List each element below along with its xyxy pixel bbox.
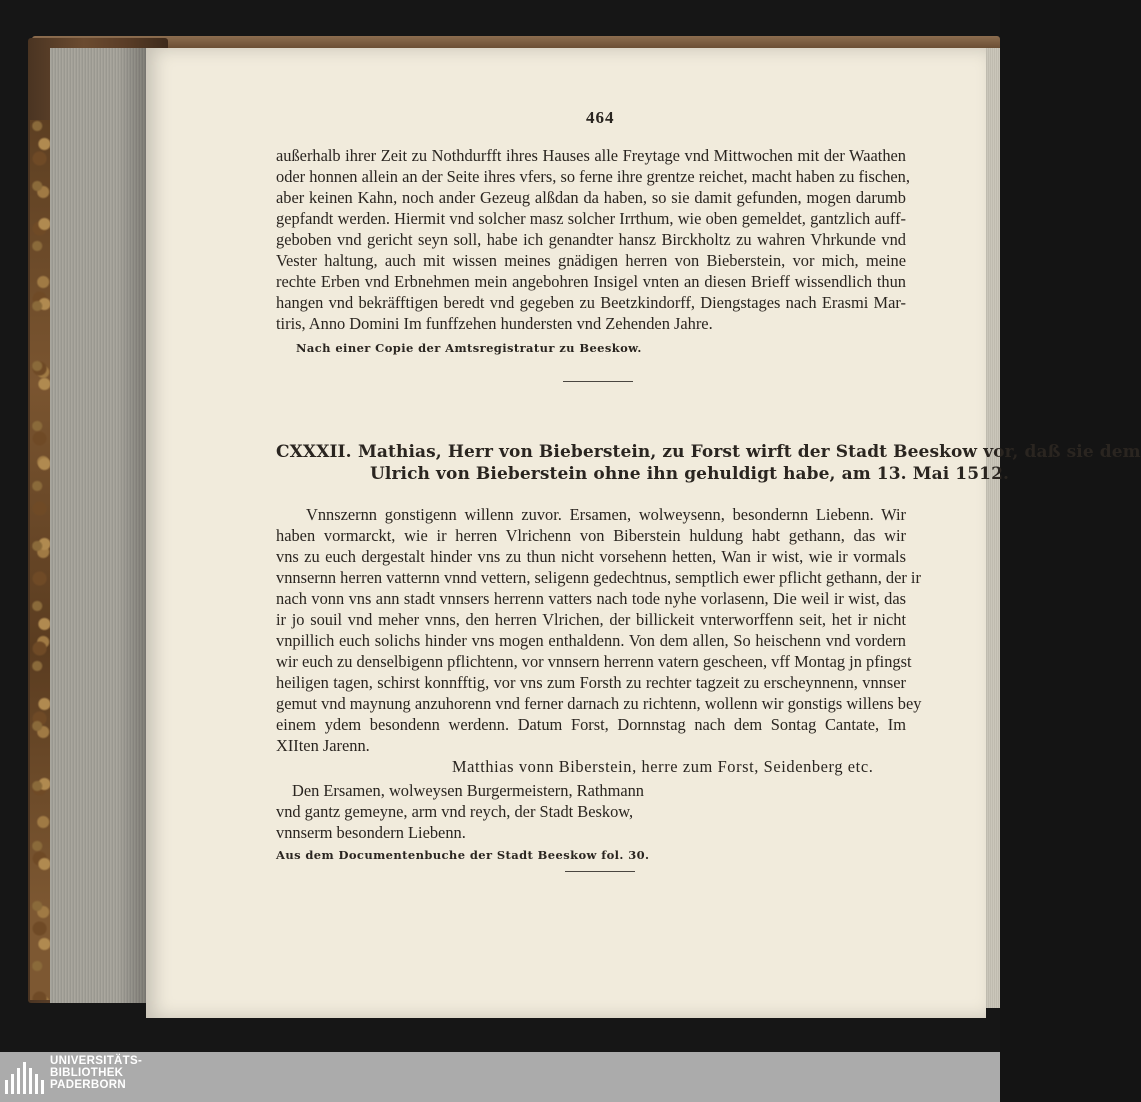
text-line: gepfandt werden. Hiermit vnd solcher masz solcher Irrthum, wie oben gemeldet, gantzlich auff-	[276, 209, 906, 228]
text-line: gemut vnd maynung anzuhorenn vnd ferner darnach zu richtenn, wollenn wir gonstigs willens bey	[276, 694, 922, 713]
separator-rule	[565, 871, 635, 872]
text-line: oder honnen allein an der Seite ihres vfers, so ferne ihre grentze reichet, macht haben zu fischen,	[276, 167, 910, 186]
text-line: XIIten Jarenn.	[276, 736, 370, 755]
right-page-edge	[985, 48, 1000, 1008]
text-line: rechte Erben vnd Erbnehmen mein angebohren Insigel vnten an diesen Brieff wissendlich thun	[276, 272, 906, 291]
source-note: Aus dem Documentenbuche der Stadt Beeskow fol. 30.	[276, 848, 650, 862]
text-line: haben vormarckt, wie ir herren Vlrichenn von Biberstein huldung habt gethann, das wir	[276, 526, 906, 545]
document-heading-line: Mathias, Herr von Bieberstein, zu Forst wirft der Stadt Beeskow vor, daß sie dem	[358, 442, 1141, 462]
library-name-line: PADERBORN	[50, 1079, 126, 1091]
page-gutter-shadow	[118, 48, 148, 1003]
text-line: einem ydem besondenn werdenn. Datum Forst, Dornnstag nach dem Sontag Cantate, Im	[276, 715, 906, 734]
text-line: heiligen tagen, schirst konnfftig, vor vns zum Forsth zu rechter tagzeit zu erscheynnenn, vnnser	[276, 673, 906, 692]
text-line: tiris, Anno Domini Im funffzehen hundersten vnd Zehenden Jahre.	[276, 314, 713, 333]
document-number: CXXXII.	[276, 442, 352, 462]
text-line: vns zu euch dergestalt hinder vns zu thun nicht vorsehenn hetten, Wan ir wist, wie ir vormals	[276, 547, 906, 566]
text-line: aber keinen Kahn, noch ander Gezeug alßdan da haben, so sie damit gefunden, mogen darumb	[276, 188, 906, 207]
text-line: wir euch zu denselbigenn pflichtenn, vor vnnsern herrenn vatern gescheen, vff Montag jn pfingst	[276, 652, 912, 671]
signature: Matthias vonn Biberstein, herre zum Forst, Seidenberg etc.	[452, 757, 874, 776]
address-line: vnnserm besondern Liebenn.	[276, 823, 466, 842]
library-logo-icon	[5, 1060, 45, 1094]
library-name-line: UNIVERSITÄTS-	[50, 1055, 143, 1067]
text-line: Vester haltung, auch mit wissen meines gnädigen herren von Bieberstein, vor mich, meine	[276, 251, 906, 270]
source-note: Nach einer Copie der Amtsregistratur zu Beeskow.	[296, 341, 642, 355]
text-line: hangen vnd bekräfftigen beredt vnd gegeben zu Beetzkindorff, Diengstages nach Erasmi Mar-	[276, 293, 906, 312]
book-cover-top	[32, 36, 1000, 48]
separator-rule	[563, 381, 633, 382]
address-line: Den Ersamen, wolweysen Burgermeistern, Rathmann	[292, 781, 645, 800]
text-line: nach vonn vns ann stadt vnnsers herrenn vatters nach tode nyhe vorlasenn, Die weil ir wist, das	[276, 589, 906, 608]
address-line: vnd gantz gemeyne, arm vnd reych, der Stadt Beskow,	[276, 802, 634, 821]
text-line: vnnsernn herren vatternn vnnd vettern, seligenn gedechtnus, semptlich ewer pflicht gethann, der ir	[276, 568, 921, 587]
document-heading-line: Ulrich von Bieberstein ohne ihn gehuldigt habe, am 13. Mai 1512.	[370, 464, 1010, 484]
page-number: 464	[586, 108, 615, 127]
text-line: ir jo souil vnd meher vnns, den herren Vlrichen, der billickeit vnterworffenn seit, het ir nicht	[276, 610, 906, 629]
text-line: außerhalb ihrer Zeit zu Nothdurfft ihres Hauses alle Freytage vnd Mittwochen mit der Waathen	[276, 146, 906, 165]
text-line: Vnnszernn gonstigenn willenn zuvor. Ersamen, wolweysenn, besondernn Liebenn. Wir	[306, 505, 906, 524]
library-name-line: BIBLIOTHEK	[50, 1067, 124, 1079]
text-line: geboben vnd gericht seyn soll, habe ich genandter hansz Birckholtz zu wahren Vhrkunde vnd	[276, 230, 906, 249]
library-footer	[0, 1052, 1000, 1102]
text-line: vnpillich euch solichs hinder vns mogen enthaldenn. Von dem allen, So heischenn vnd vordern	[276, 631, 906, 650]
